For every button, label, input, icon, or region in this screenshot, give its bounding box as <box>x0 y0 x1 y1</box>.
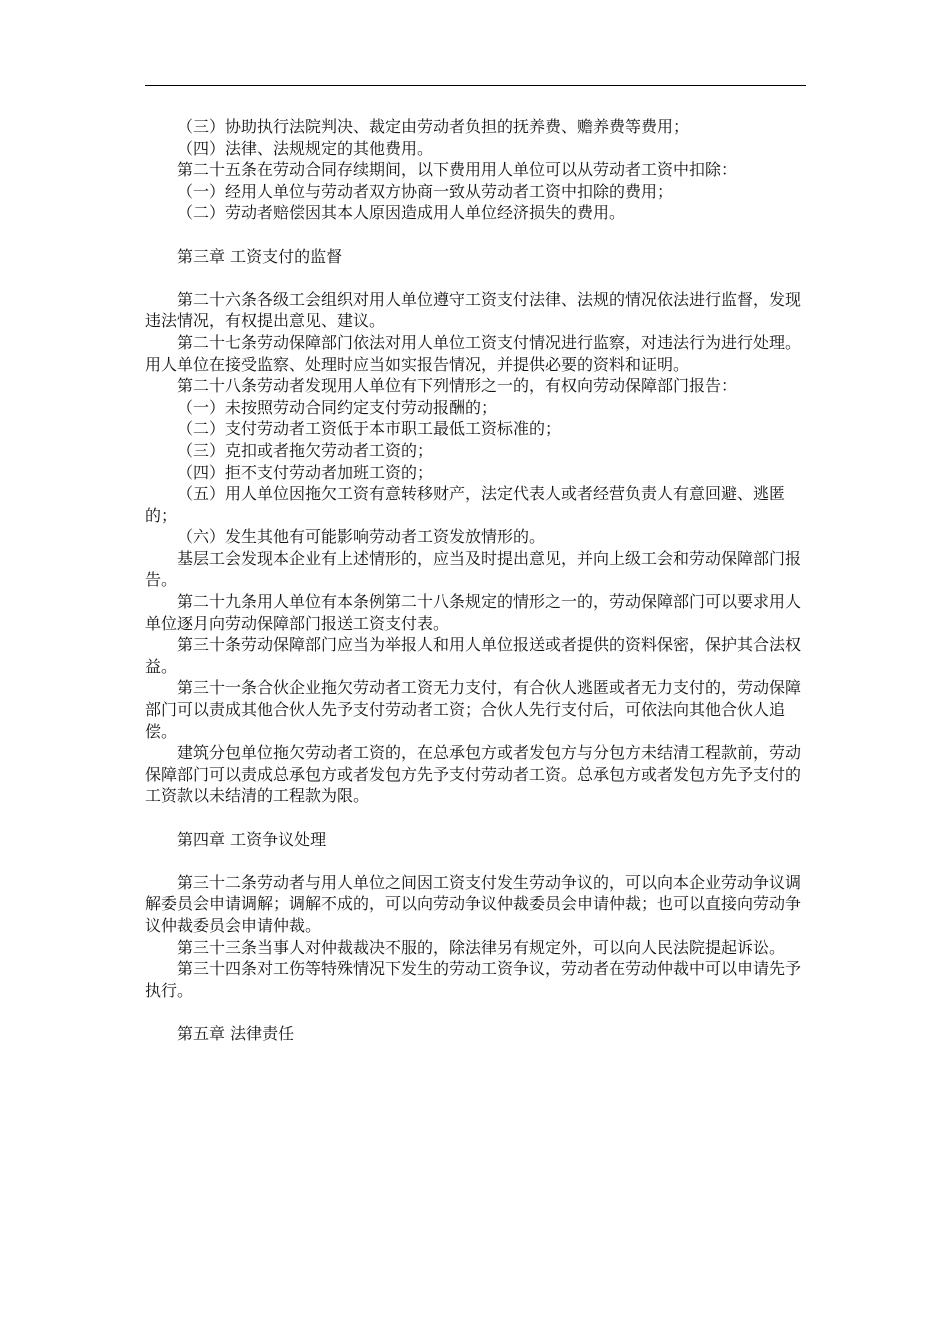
paragraph: （二）支付劳动者工资低于本市职工最低工资标准的； <box>177 419 562 439</box>
paragraph: （二）劳动者赔偿因其本人原因造成用人单位经济损失的费用。 <box>177 203 626 223</box>
paragraph: 第二十七条劳动保障部门依法对用人单位工资支付情况进行监察，对违法行为进行处理。用人单位在接受监察、处理时应当如实报告情况，并提供必要的资料和证明。 <box>145 332 802 374</box>
paragraph: （六）发生其他有可能影响劳动者工资发放情形的。 <box>177 527 546 547</box>
paragraph: （四）拒不支付劳动者加班工资的； <box>177 462 434 482</box>
chapter-heading: 第三章 工资支付的监督 <box>177 246 343 266</box>
paragraph: （四）法律、法规规定的其他费用。 <box>177 138 434 158</box>
paragraph: 建筑分包单位拖欠劳动者工资的，在总承包方或者发包方与分包方未结清工程款前，劳动保障部门可以责成总承包方或者发包方先予支付劳动者工资。总承包方或者发包方先予支付的工资款以未结清的工程款为限。 <box>145 743 802 806</box>
paragraph: （三）协助执行法院判决、裁定由劳动者负担的抚养费、赡养费等费用； <box>177 117 690 136</box>
paragraph: （三）克扣或者拖欠劳动者工资的； <box>177 440 434 460</box>
header-rule <box>145 85 806 86</box>
paragraph: （五）用人单位因拖欠工资有意转移财产，法定代表人或者经营负责人有意回避、逃匿的； <box>145 484 786 525</box>
paragraph: 第三十三条当事人对仲裁裁决不服的，除法律另有规定外，可以向人民法院提起诉讼。 <box>177 937 786 957</box>
document-body <box>145 116 806 1045</box>
paragraph: 第三十条劳动保障部门应当为举报人和用人单位报送或者提供的资料保密，保护其合法权益。 <box>145 635 802 676</box>
paragraph: （一）未按照劳动合同约定支付劳动报酬的； <box>177 397 498 417</box>
paragraph: 第三十四条对工伤等特殊情况下发生的劳动工资争议，劳动者在劳动仲裁中可以申请先予执行。 <box>145 959 802 1000</box>
paragraph: 基层工会发现本企业有上述情形的，应当及时提出意见，并向上级工会和劳动保障部门报告。 <box>145 548 802 590</box>
paragraph: 第二十九条用人单位有本条例第二十八条规定的情形之一的，劳动保障部门可以要求用人单位逐月向劳动保障部门报送工资支付表。 <box>145 592 802 633</box>
chapter-heading: 第四章 工资争议处理 <box>177 829 327 849</box>
paragraph: 第二十六条各级工会组织对用人单位遵守工资支付法律、法规的情况依法进行监督，发现违法情况，有权提出意见、建议。 <box>145 289 802 331</box>
paragraph: 第二十八条劳动者发现用人单位有下列情形之一的，有权向劳动保障部门报告： <box>177 376 738 396</box>
paragraph: 第三十二条劳动者与用人单位之间因工资支付发生劳动争议的，可以向本企业劳动争议调解委员会申请调解；调解不成的，可以向劳动争议仲裁委员会申请仲裁；也可以直接向劳动争议仲裁委员会申请仲裁。 <box>145 872 802 935</box>
paragraph: 第三十一条合伙企业拖欠劳动者工资无力支付，有合伙人逃匿或者无力支付的，劳动保障部门可以责成其他合伙人先予支付劳动者工资；合伙人先行支付后，可依法向其他合伙人追偿。 <box>145 678 802 741</box>
chapter-heading: 第五章 法律责任 <box>177 1023 295 1043</box>
paragraph: （一）经用人单位与劳动者双方协商一致从劳动者工资中扣除的费用； <box>177 181 674 201</box>
paragraph: 第二十五条在劳动合同存续期间，以下费用用人单位可以从劳动者工资中扣除： <box>177 160 738 180</box>
